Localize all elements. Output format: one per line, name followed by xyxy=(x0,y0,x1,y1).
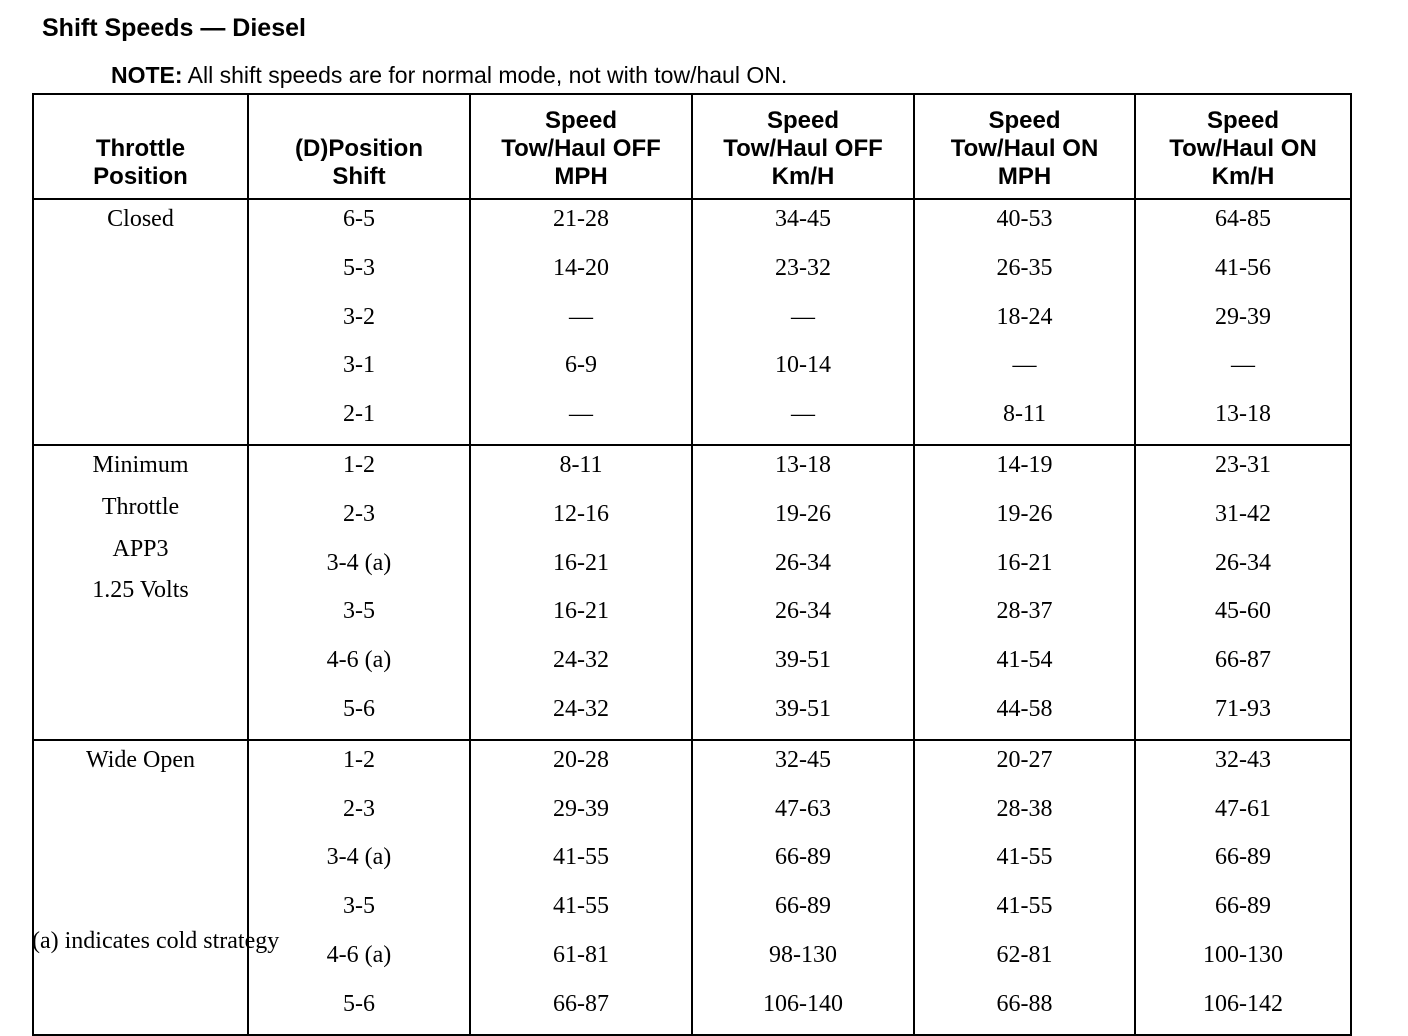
table-cell: 40-53 xyxy=(914,199,1135,249)
table-cell: 16-21 xyxy=(914,544,1135,593)
table-cell: 2-1 xyxy=(248,395,470,445)
table-cell: 61-81 xyxy=(470,936,692,985)
table-row xyxy=(33,445,1351,495)
table-cell: 3-1 xyxy=(248,346,470,395)
table-cell: 29-39 xyxy=(470,790,692,839)
table-cell: 66-87 xyxy=(470,985,692,1035)
table-cell: 26-34 xyxy=(692,592,914,641)
table-cell: — xyxy=(1135,346,1351,395)
note xyxy=(111,60,787,90)
header-line: Tow/Haul OFF xyxy=(723,135,883,162)
header-line: Speed xyxy=(988,107,1061,134)
header-line: Speed xyxy=(766,107,840,134)
table-cell: 28-37 xyxy=(914,592,1135,641)
table-cell: 23-32 xyxy=(692,249,914,298)
header-towhaul-on-mph xyxy=(914,94,1135,199)
table-cell: 1-2 xyxy=(248,740,470,790)
table-cell: — xyxy=(470,298,692,347)
table-cell: 26-34 xyxy=(1135,544,1351,593)
header-throttle-position xyxy=(33,94,248,199)
table-cell: 20-28 xyxy=(470,740,692,790)
note-label: NOTE: xyxy=(111,62,183,88)
throttle-position-cell xyxy=(33,740,248,1035)
table-cell: 66-87 xyxy=(1135,641,1351,690)
throttle-position-label: 1.25 Volts xyxy=(92,577,189,604)
header-towhaul-on-kmh xyxy=(1135,94,1351,199)
throttle-position-cell xyxy=(33,199,248,445)
table-cell: 19-26 xyxy=(914,495,1135,544)
header-line: Speed xyxy=(1206,107,1280,134)
table-cell: 6-9 xyxy=(470,346,692,395)
table-cell: 34-45 xyxy=(692,199,914,249)
table-cell: 71-93 xyxy=(1135,690,1351,740)
throttle-group-wide-open xyxy=(33,740,1351,1035)
header-line: MPH xyxy=(997,163,1052,190)
table-cell: 98-130 xyxy=(692,936,914,985)
table-cell: 14-19 xyxy=(914,445,1135,495)
table-cell: 39-51 xyxy=(692,641,914,690)
table-cell: 41-55 xyxy=(470,887,692,936)
table-cell: 5-6 xyxy=(248,985,470,1035)
table-cell: 41-55 xyxy=(470,838,692,887)
table-cell: 20-27 xyxy=(914,740,1135,790)
table-cell: 3-5 xyxy=(248,887,470,936)
table-cell: 18-24 xyxy=(914,298,1135,347)
table-cell: 8-11 xyxy=(914,395,1135,445)
table-cell: 64-85 xyxy=(1135,199,1351,249)
table-cell: 66-89 xyxy=(692,838,914,887)
table-cell: — xyxy=(692,298,914,347)
table-cell: 4-6 (a) xyxy=(248,936,470,985)
header-line: Tow/Haul ON xyxy=(950,135,1099,162)
table-cell: 28-38 xyxy=(914,790,1135,839)
header-line: Position xyxy=(93,163,188,190)
header-line: Shift xyxy=(332,163,386,190)
table-cell: 21-28 xyxy=(470,199,692,249)
table-cell: 32-45 xyxy=(692,740,914,790)
table-cell: 5-6 xyxy=(248,690,470,740)
table-cell: 41-56 xyxy=(1135,249,1351,298)
table-row xyxy=(33,740,1351,790)
table-cell: 2-3 xyxy=(248,790,470,839)
table-cell: 41-55 xyxy=(914,838,1135,887)
header-position-shift xyxy=(248,94,470,199)
header-line: (D)Position xyxy=(295,135,423,162)
table-cell: 14-20 xyxy=(470,249,692,298)
table-cell: 3-2 xyxy=(248,298,470,347)
table-cell: 19-26 xyxy=(692,495,914,544)
table-cell: 3-4 (a) xyxy=(248,544,470,593)
throttle-position-label: Throttle xyxy=(101,493,180,520)
header-towhaul-off-kmh xyxy=(692,94,914,199)
throttle-position-label: Wide Open xyxy=(86,746,195,773)
table-cell: 2-3 xyxy=(248,495,470,544)
table-cell: 26-34 xyxy=(692,544,914,593)
header-line: Speed xyxy=(544,107,618,134)
page-title: Shift Speeds — Diesel xyxy=(42,14,306,42)
shift-speeds-table xyxy=(32,93,1352,1036)
header-line: Km/H xyxy=(771,163,835,190)
table-cell: 66-88 xyxy=(914,985,1135,1035)
table-cell: 4-6 (a) xyxy=(248,641,470,690)
table-row xyxy=(33,199,1351,249)
header-line: Tow/Haul OFF xyxy=(501,135,661,162)
table-cell: 16-21 xyxy=(470,592,692,641)
throttle-position-cell xyxy=(33,445,248,740)
throttle-group-closed xyxy=(33,199,1351,445)
table-cell: 8-11 xyxy=(470,445,692,495)
table-cell: 44-58 xyxy=(914,690,1135,740)
table-cell: 13-18 xyxy=(692,445,914,495)
table-cell: 66-89 xyxy=(1135,838,1351,887)
footnote: (a) indicates cold strategy xyxy=(32,928,280,954)
table-cell: 16-21 xyxy=(470,544,692,593)
table-cell: 106-142 xyxy=(1135,985,1351,1035)
table-cell: 41-54 xyxy=(914,641,1135,690)
table-cell: 1-2 xyxy=(248,445,470,495)
table-cell: 5-3 xyxy=(248,249,470,298)
table-cell: 32-43 xyxy=(1135,740,1351,790)
table-cell: 66-89 xyxy=(1135,887,1351,936)
table-cell: 24-32 xyxy=(470,690,692,740)
table-cell: 3-4 (a) xyxy=(248,838,470,887)
table-cell: 24-32 xyxy=(470,641,692,690)
header-line: Km/H xyxy=(1211,163,1275,190)
table-header xyxy=(33,94,1351,199)
table-cell: 45-60 xyxy=(1135,592,1351,641)
header-row xyxy=(33,94,1351,199)
throttle-position-label: Closed xyxy=(107,206,174,232)
table-cell: 62-81 xyxy=(914,936,1135,985)
note-text: All shift speeds are for normal mode, not with tow/haul ON. xyxy=(182,62,788,88)
table-cell: 10-14 xyxy=(692,346,914,395)
throttle-group-minimum xyxy=(33,445,1351,740)
table-cell: 100-130 xyxy=(1135,936,1351,985)
table-cell: 12-16 xyxy=(470,495,692,544)
table-cell: 13-18 xyxy=(1135,395,1351,445)
throttle-position-label: APP3 xyxy=(112,535,169,562)
header-towhaul-off-mph xyxy=(470,94,692,199)
table-cell: 47-61 xyxy=(1135,790,1351,839)
table-cell: 106-140 xyxy=(692,985,914,1035)
table-cell: 23-31 xyxy=(1135,445,1351,495)
header-line: Throttle xyxy=(95,135,186,162)
table-cell: 47-63 xyxy=(692,790,914,839)
table-cell: 3-5 xyxy=(248,592,470,641)
header-line: Tow/Haul ON xyxy=(1169,135,1317,162)
table-cell: 41-55 xyxy=(914,887,1135,936)
throttle-position-label: Minimum xyxy=(92,451,189,478)
table-cell: 6-5 xyxy=(248,199,470,249)
table-cell: — xyxy=(470,395,692,445)
table-cell: — xyxy=(692,395,914,445)
header-line: MPH xyxy=(554,163,608,190)
table-cell: 29-39 xyxy=(1135,298,1351,347)
table-cell: 26-35 xyxy=(914,249,1135,298)
table-cell: — xyxy=(914,346,1135,395)
table-cell: 31-42 xyxy=(1135,495,1351,544)
table-cell: 66-89 xyxy=(692,887,914,936)
table-cell: 39-51 xyxy=(692,690,914,740)
